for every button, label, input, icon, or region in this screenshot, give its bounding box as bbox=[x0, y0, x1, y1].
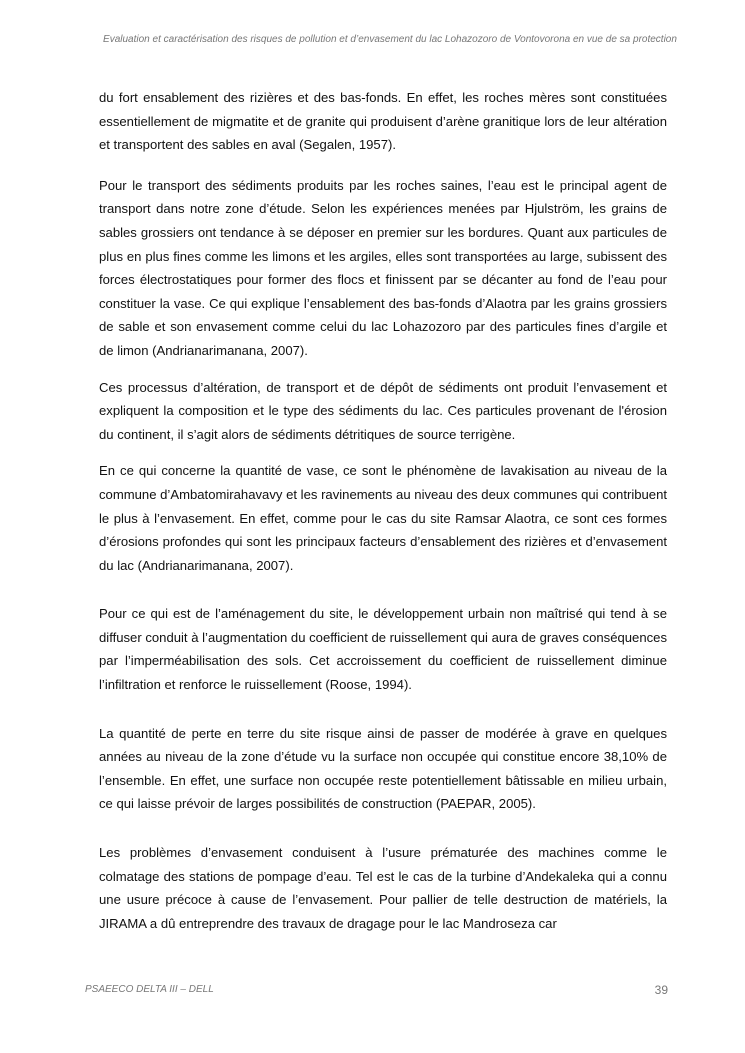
footer-label: PSAEECO DELTA III – DELL bbox=[85, 984, 214, 995]
body-text bbox=[99, 86, 667, 935]
paragraph-6: La quantité de perte en terre du site risque ainsi de passer de modérée à grave en quelques années au niveau de la zone d’étude vu la surface non occupée qui constitue encore 38,10% de l’ensemble. En effet, une surface non occupée reste potentiellement bâtissable en milieu urbain, ce qui laisse prévoir de larges possibilités de construction (PAEPAR, 2005). bbox=[99, 725, 667, 812]
paragraph-2: Pour le transport des sédiments produits par les roches saines, l’eau est le principal agent de transport dans notre zone d’étude. Selon les expériences menées par Hjulström, les grains de sables grossiers ont tendance à se déposer en premier sur les bordures. Quant aux particules de plus en plus fines comme les limons et les argiles, elles sont transportées au large, subissent des forces électrostatiques pour former des flocs et finissent par se décanter au fond de l’eau pour constituer la vase. Ce qui explique l’ensablement des bas-fonds d’Alaotra par les grains grossiers de sable et son envasement comme celui du lac Lohazozoro par des particules fines d’argile et de limon (Andrianarimanana, 2007). bbox=[99, 177, 667, 358]
running-header: Evaluation et caractérisation des risques de pollution et d’envasement du lac Lohazozoro de Vontovorona en vue de sa protection bbox=[103, 34, 677, 45]
paragraph-5: Pour ce qui est de l’aménagement du site, le développement urbain non maîtrisé qui tend à se diffuser conduit à l’augmentation du coefficient de ruissellement qui aura de graves conséquences par l’imperméabilisation des sols. Cet accroissement du coefficient de ruissellement diminue l’infiltration et renforce le ruissellement (Roose, 1994). bbox=[99, 606, 667, 693]
paragraph-4: En ce qui concerne la quantité de vase, ce sont le phénomène de lavakisation au niveau de la commune d’Ambatomirahavavy et les ravinements au niveau des deux communes qui contribuent le plus à l’envasement. En effet, comme pour le cas du site Ramsar Alaotra, ce sont ces formes d’érosions profondes qui sont les principaux facteurs d’ensablement des rizières et d’envasement du lac (Andrianarimanana, 2007). bbox=[99, 463, 667, 573]
paragraph-3: Ces processus d’altération, de transport et de dépôt de sédiments ont produit l’envasement et expliquent la composition et le type des sédiments du lac. Ces particules provenant de l'érosion du continent, il s’agit alors de sédiments détritiques de source terrigène. bbox=[99, 379, 667, 442]
paragraph-7: Les problèmes d’envasement conduisent à l’usure prématurée des machines comme le colmatage des stations de pompage d’eau. Tel est le cas de la turbine d’Andekaleka qui a connu une usure précoce à cause de l’envasement. Pour pallier de telle destruction de matériels, la JIRAMA a dû entreprendre des travaux de dragage pour le lac Mandroseza car bbox=[99, 845, 667, 931]
page-number: 39 bbox=[654, 983, 668, 997]
paragraph-1: du fort ensablement des rizières et des bas-fonds. En effet, les roches mères sont constituées essentiellement de migmatite et de granite qui produisent d’arène granitique lors de leur altération et transportent des sables en aval (Segalen, 1957). bbox=[99, 90, 667, 153]
